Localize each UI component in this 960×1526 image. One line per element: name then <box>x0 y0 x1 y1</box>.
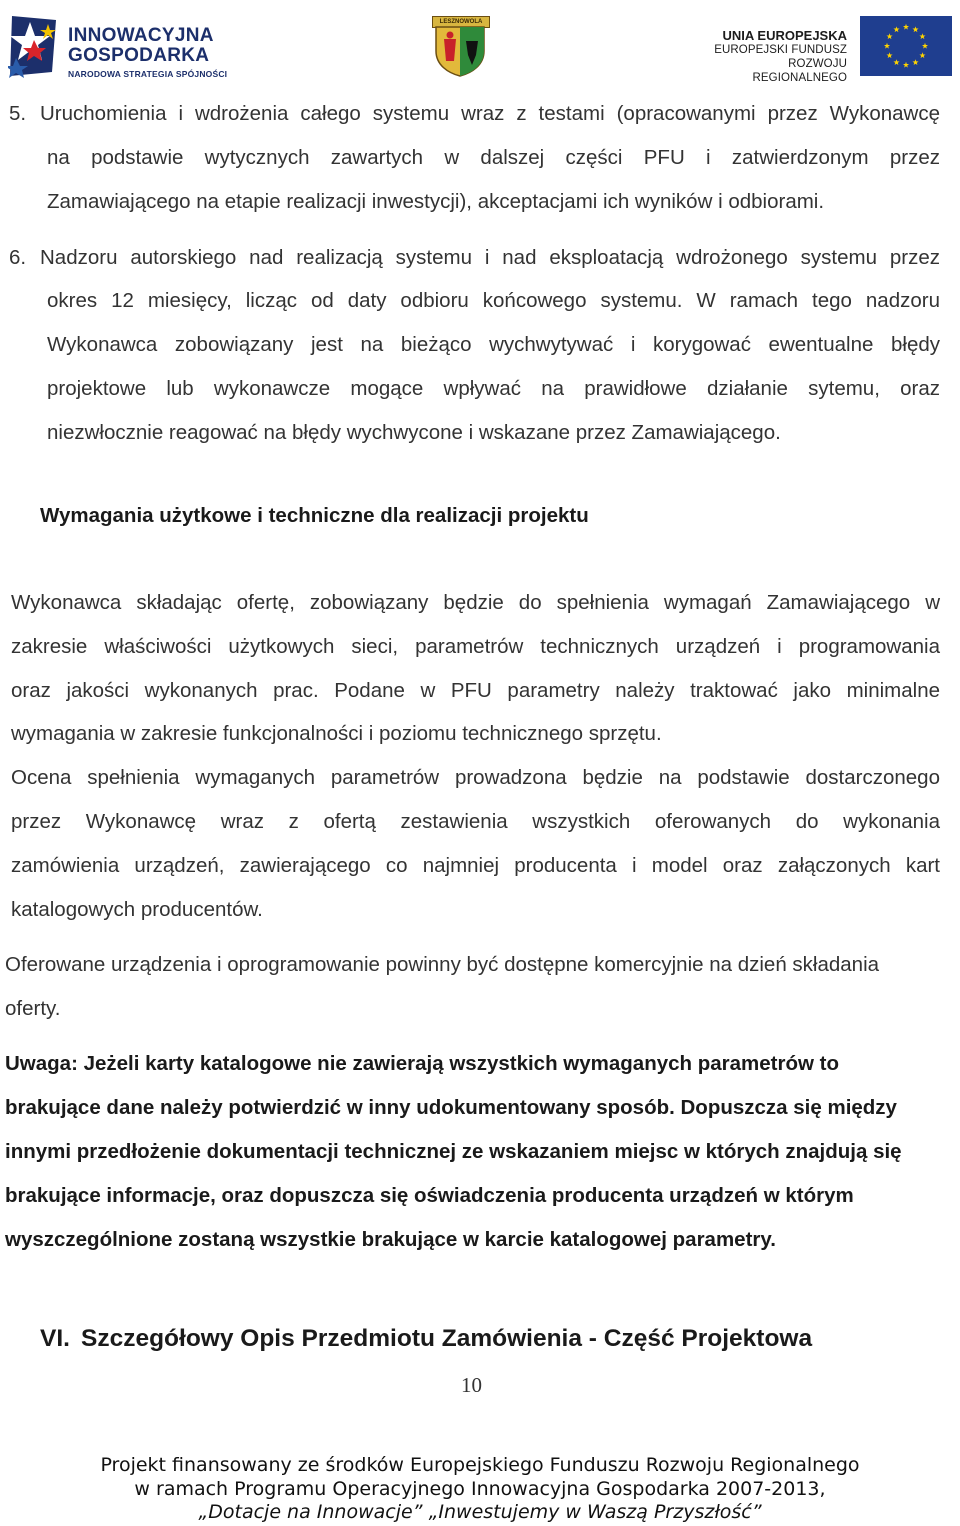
item5-line-1: Uruchomienia i wdrożenia całego systemu wraz z testami (opracowanymi przez Wykonawcę <box>40 102 940 125</box>
para1-line-2: zakresie właściwości użytkowych sieci, parametrów technicznych urządzeń i programowania <box>11 635 940 658</box>
para2-line-4: katalogowych producentów. <box>11 898 263 921</box>
para1-line-1: Wykonawca składając ofertę, zobowiązany będzie do spełnienia wymagań Zamawiającego w <box>11 591 940 614</box>
para1-line-3: oraz jakości wykonanych prac. Podane w PFU parametry należy traktować jako minimalne <box>11 679 940 702</box>
innowacyjna-gospodarka-logo <box>8 10 228 82</box>
note-line-1: Uwaga: Jeżeli karty katalogowe nie zawierają wszystkich wymaganych parametrów to <box>5 1052 839 1075</box>
note-line-4: brakujące informacje, oraz dopuszcza się oświadczenia producenta urządzeń w którym <box>5 1184 854 1207</box>
lesznowola-crest <box>430 16 490 76</box>
item6-line-5: niezwłocznie reagować na błędy wychwycone i wskazane przez Zamawiającego. <box>47 421 781 444</box>
ue-line-fundusz: EUROPEJSKI FUNDUSZ <box>714 44 847 56</box>
item6-line-4: projektowe lub wykonawcze mogące wpływać na prawidłowe działanie sytemu, oraz <box>47 377 940 400</box>
item5-line-3: Zamawiającego na etapie realizacji inwestycji), akceptacjami ich wyników i odbiorami. <box>47 190 825 213</box>
item6-line-1: Nadzoru autorskiego nad realizacją systemu i nad eksploatacją wdrożonego systemu przez <box>40 246 940 269</box>
list-number-5: 5. <box>9 102 27 125</box>
para2-line-3: zamówienia urządzeń, zawierającego co najmniej producenta i model oraz załączonych kart <box>11 854 940 877</box>
chapter-numeral: VI. <box>40 1325 70 1352</box>
note-line-5: wyszczególnione zostaną wszystkie brakujące w karcie katalogowej parametry. <box>5 1228 776 1251</box>
footer-line-2: w ramach Programu Operacyjnego Innowacyjna Gospodarka 2007-2013, <box>134 1478 826 1500</box>
eu-flag-icon <box>860 16 952 76</box>
footer-line-1: Projekt finansowany ze środków Europejskiego Funduszu Rozwoju Regionalnego <box>100 1454 860 1476</box>
note-line-2: brakujące dane należy potwierdzić w inny udokumentowany sposób. Dopuszcza się między <box>5 1096 897 1119</box>
para1-line-4: wymagania w zakresie funkcjonalności i poziomu technicznego sprzętu. <box>11 722 662 745</box>
logo-line-gospodarka: GOSPODARKA <box>68 45 210 66</box>
para2-line-1: Ocena spełnienia wymaganych parametrów prowadzona będzie na podstawie dostarczonego <box>11 766 940 789</box>
page-header <box>0 0 960 90</box>
ue-line-rozwoju: ROZWOJU REGIONALNEGO <box>752 58 847 84</box>
ue-line-unia: UNIA EUROPEJSKA <box>722 28 847 43</box>
logo-line-strategia: NARODOWA STRATEGIA SPÓJNOŚCI <box>68 69 228 79</box>
note-line-3: innymi przedłożenie dokumentacji technicznej ze wskazaniem miejsc w których znajdują się <box>5 1140 902 1163</box>
footer-line-3: „Dotacje na Innowacje” „Inwestujemy w Waszą Przyszłość” <box>198 1501 762 1523</box>
para2-line-2: przez Wykonawcę wraz z ofertą zestawienia wszystkich oferowanych do wykonania <box>11 810 940 833</box>
section-heading: Wymagania użytkowe i techniczne dla realizacji projektu <box>40 504 589 527</box>
crest-label: LESZNOWOLA <box>432 16 490 28</box>
para3-line-1: Oferowane urządzenia i oprogramowanie powinny być dostępne komercyjnie na dzień składania <box>5 953 880 976</box>
chapter-title: Szczegółowy Opis Przedmiotu Zamówienia - Część Projektowa <box>81 1325 813 1352</box>
page-number: 10 <box>461 1373 482 1397</box>
item6-line-3: Wykonawca zobowiązany jest na bieżąco wychwytywać i korygować ewentualne błędy <box>47 333 940 356</box>
star-flag-icon <box>8 10 64 80</box>
list-number-6: 6. <box>9 246 27 269</box>
unia-europejska-logo <box>692 16 952 84</box>
logo-line-innowacyjna: INNOWACYJNA <box>68 25 214 46</box>
item5-line-2: na podstawie wytycznych zawartych w dalszej części PFU i zatwierdzonym przez <box>47 146 940 169</box>
coat-of-arms-icon <box>430 25 490 77</box>
item6-line-2: okres 12 miesięcy, licząc od daty odbioru końcowego systemu. W ramach tego nadzoru <box>47 289 940 312</box>
para3-line-2: oferty. <box>5 997 61 1020</box>
